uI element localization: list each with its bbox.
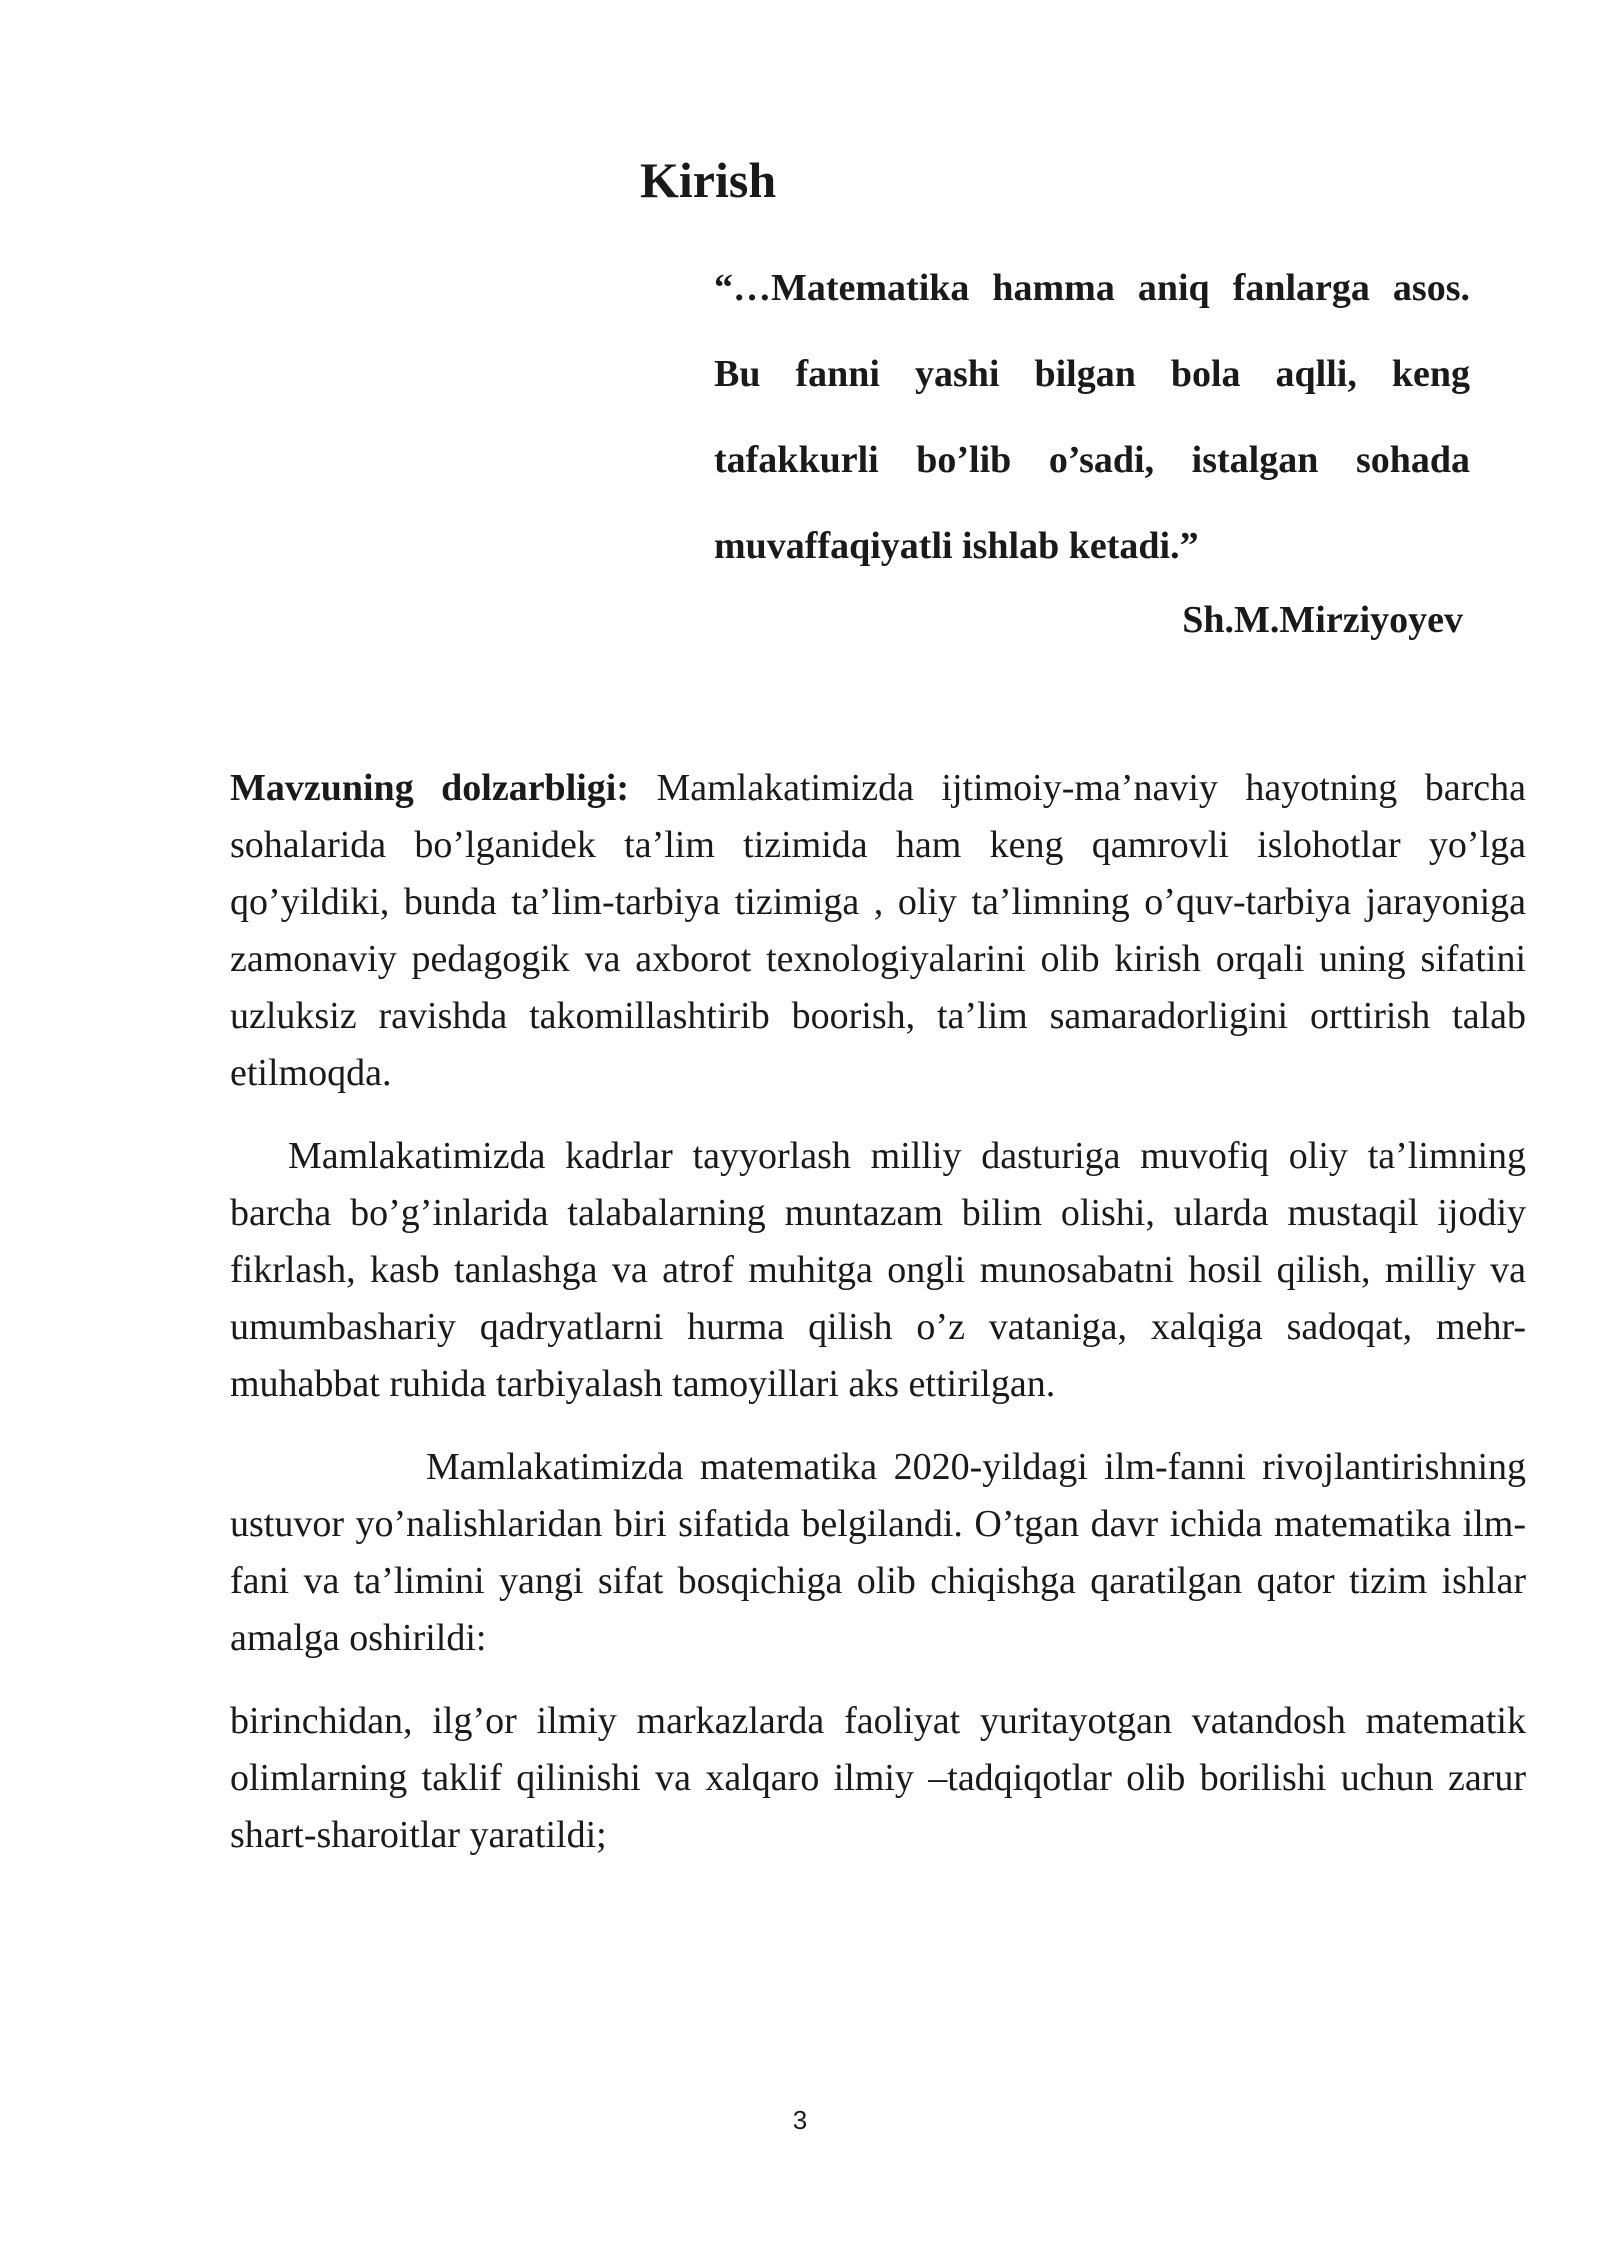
- paragraph-mathematics: Mamlakatimizda matematika 2020-yildagi ilm-fanni rivojlantirishning ustuvor yo’nalishlaridan biri sifatida belgilandi. O’tgan davr ichida matematika ilm-fani va ta’limini yangi sifat bosqichiga olib chiqishga qaratilgan qator tizim ishlar amalga oshirildi:: [230, 1446, 1526, 1659]
- epigraph-quote: “…Matematika hamma aniq fanlarga asos. Bu fanni yashi bilgan bola aqlli, keng tafakkurli bo’lib o’sadi, istalgan sohada muvaffaqiyatli ishlab ketadi.”: [714, 267, 1470, 567]
- paragraph-education: Mamlakatimizda kadrlar tayyorlash milliy dasturiga muvofiq oliy ta’limning barcha bo’g’inlarida talabalarning muntazam bilim olishi, ularda mustaqil ijodiy fikrlash, kasb tanlashga va atrof muhitga ongli munosabatni hosil qilish, milliy va umumbashariy qadryatlarni hurma qilish o’z vataniga, xalqiga sadoqat, mehr-muhabbat ruhida tarbiyalash tamoyillari aks ettirilgan.: [230, 1135, 1526, 1405]
- paragraph-text: Mamlakatimizda ijtimoiy-ma’naviy hayotning barcha sohalarida bo’lganidek ta’lim tizimida ham keng qamrovli islohotlar yo’lga qo’yildiki, bunda ta’lim-tarbiya tizimiga , oliy ta’limning o’quv-tarbiya jarayoniga zamonaviy pedagogik va axborot texnologiyalarini olib kirish orqali uning sifatini uzluksiz ravishda takomillashtirib boorish, ta’lim samaradorligini orttirish talab etilmoqda.: [230, 767, 1527, 1094]
- epigraph-author: Sh.M.Mirziyoyev: [1182, 599, 1463, 641]
- page-title: Kirish: [640, 152, 777, 208]
- paragraph-firstly: birinchidan, ilg’or ilmiy markazlarda faoliyat yuritayotgan vatandosh matematik olimlarning taklif qilinishi va xalqaro ilmiy –tadqiqotlar olib borilishi uchun zarur shart-sharoitlar yaratildi;: [230, 1700, 1526, 1856]
- paragraph-lead: Mavzuning dolzarbligi:: [230, 767, 630, 809]
- paragraph-relevance: [230, 760, 1526, 1102]
- page-number: 3: [792, 2105, 808, 2135]
- body-text: [230, 760, 1526, 1890]
